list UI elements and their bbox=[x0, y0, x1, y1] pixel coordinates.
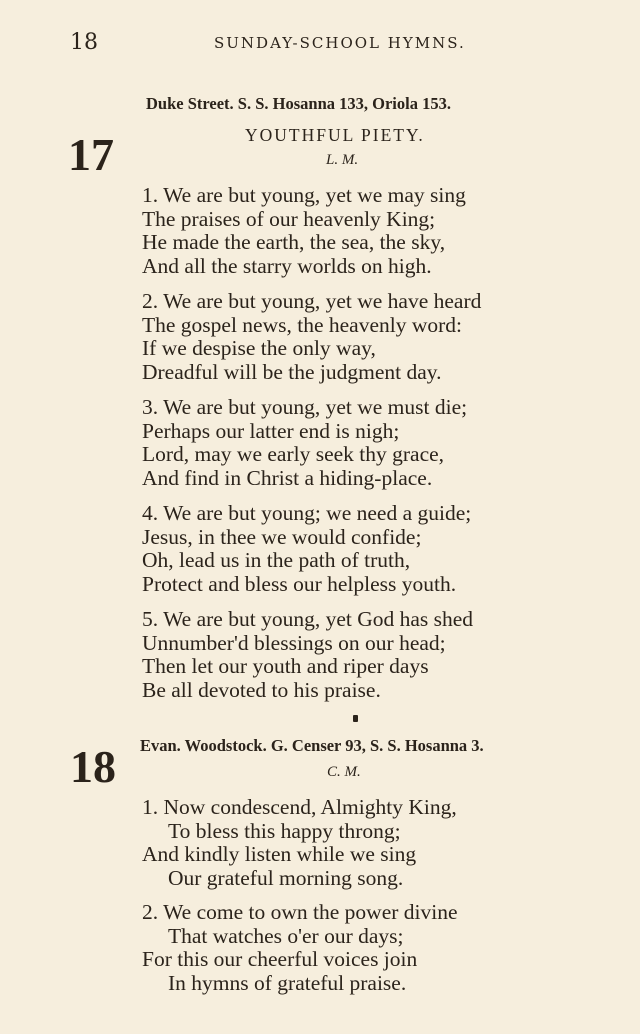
verse-line: 2. We are but young, yet we have heard bbox=[142, 289, 482, 313]
hymn-18-stanza-2 bbox=[142, 901, 458, 995]
verse-line: Our grateful morning song. bbox=[168, 865, 404, 890]
verse-line: And kindly listen while we sing bbox=[142, 842, 417, 866]
verse-line: 4. We are but young; we need a guide; bbox=[142, 501, 472, 525]
verse-line: 1. Now condescend, Almighty King, bbox=[142, 795, 457, 819]
verse-line: 5. We are but young, yet God has shed bbox=[142, 607, 474, 631]
hymn-18-tunes: Evan. Woodstock. G. Censer 93, S. S. Hosanna 3. bbox=[140, 736, 484, 755]
verse-line: Unnumber'd blessings on our head; bbox=[142, 630, 446, 655]
verse-line: Then let our youth and riper days bbox=[142, 654, 429, 678]
verse-line: In hymns of grateful praise. bbox=[168, 970, 407, 995]
hymn-17-number: 17 bbox=[68, 129, 114, 180]
hymn-17-stanza-5 bbox=[142, 608, 473, 702]
verse-line: Lord, may we early seek thy grace, bbox=[142, 442, 445, 466]
verse-line: Dreadful will be the judgment day. bbox=[142, 359, 442, 384]
hymn-18-stanza-1 bbox=[142, 796, 457, 890]
verse-line: The gospel news, the heavenly word: bbox=[142, 312, 463, 337]
hymn-17-stanza-4 bbox=[142, 502, 471, 596]
verse-line: Be all devoted to his praise. bbox=[142, 677, 381, 702]
hymn-18-number: 18 bbox=[70, 741, 116, 792]
verse-line: And find in Christ a hiding-place. bbox=[142, 465, 433, 490]
verse-line: He made the earth, the sea, the sky, bbox=[142, 230, 446, 254]
hymn-17-stanza-1 bbox=[142, 184, 466, 278]
running-head: SUNDAY-SCHOOL HYMNS. bbox=[214, 34, 466, 52]
separator-dot bbox=[353, 715, 358, 722]
verse-line: 1. We are but young, yet we may sing bbox=[142, 183, 466, 207]
verse-line: If we despise the only way, bbox=[142, 336, 376, 360]
verse-line: 2. We come to own the power divine bbox=[142, 900, 458, 924]
hymn-17-title: YOUTHFUL PIETY. bbox=[245, 125, 425, 145]
verse-line: Jesus, in thee we would confide; bbox=[142, 524, 422, 549]
hymn-17-stanza-3 bbox=[142, 396, 467, 490]
hymn-17-meter: L. M. bbox=[326, 152, 359, 168]
verse-line: Protect and bless our helpless youth. bbox=[142, 571, 457, 596]
hymn-17-tunes: Duke Street. S. S. Hosanna 133, Oriola 153. bbox=[146, 94, 451, 113]
hymn-17-stanza-2 bbox=[142, 290, 481, 384]
page-number: 18 bbox=[70, 30, 98, 55]
verse-line: That watches o'er our days; bbox=[168, 923, 404, 948]
verse-line: To bless this happy throng; bbox=[168, 818, 401, 843]
verse-line: For this our cheerful voices join bbox=[142, 947, 418, 971]
verse-line: Perhaps our latter end is nigh; bbox=[142, 418, 400, 443]
verse-line: Oh, lead us in the path of truth, bbox=[142, 548, 411, 572]
hymn-18-meter: C. M. bbox=[327, 764, 361, 780]
verse-line: 3. We are but young, yet we must die; bbox=[142, 395, 468, 419]
verse-line: The praises of our heavenly King; bbox=[142, 206, 436, 231]
verse-line: And all the starry worlds on high. bbox=[142, 253, 432, 278]
